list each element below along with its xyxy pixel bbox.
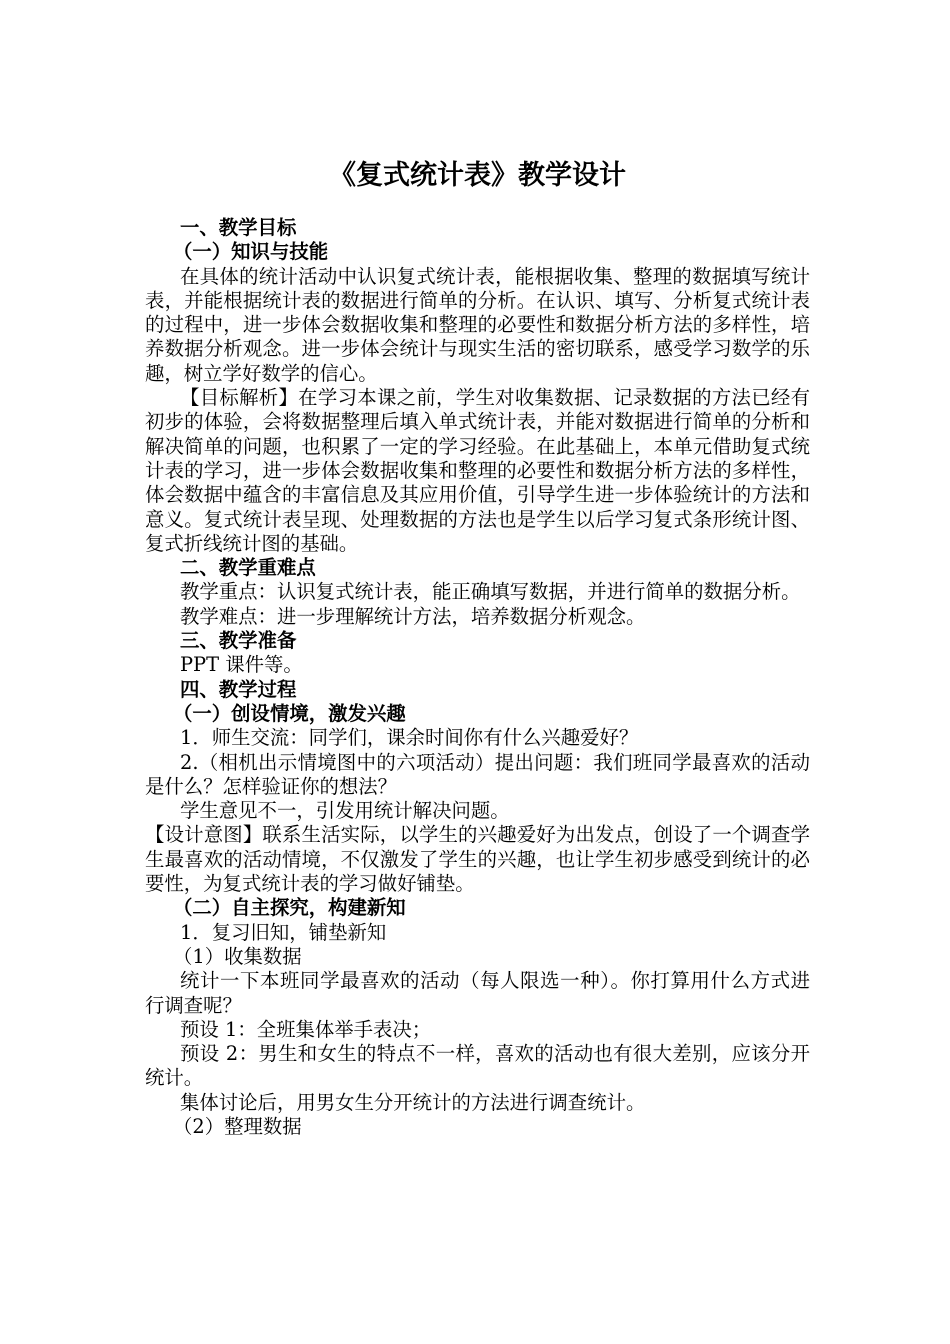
paragraph: PPT 课件等。 <box>180 653 303 677</box>
subsection-heading-explore: （二）自主探究，构建新知 <box>173 896 406 920</box>
section-heading-key-points: 二、教学重难点 <box>180 556 316 580</box>
paragraph: 1．师生交流：同学们，课余时间你有什么兴趣爱好？ <box>180 726 639 750</box>
document-title: 《复式统计表》教学设计 <box>329 160 626 191</box>
paragraph: 预设 2：男生和女生的特点不一样，喜欢的活动也有很大差别，应该分开统计。 <box>145 1042 810 1090</box>
paragraph: （1）收集数据 <box>173 944 302 968</box>
paragraph: 教学难点：进一步理解统计方法，培养数据分析观念。 <box>180 604 646 628</box>
section-heading-preparation: 三、教学准备 <box>180 629 297 653</box>
paragraph: 【目标解析】在学习本课之前，学生对收集数据、记录数据的方法已经有初步的体验，会将数据整理后填入单式统计表，并能对数据进行简单的分析和解决简单的问题，也积累了一定的学习经验。在此基础上，本单元借助复式统计表的学习，进一步体会数据收集和整理的必要性和数据分析方法的多样性，体会数据中蕴含的丰富信息及其应用价值，引导学生进一步体验统计的方法和意义。复式统计表呈现、处理数据的方法也是学生以后学习复式条形统计图、复式折线统计图的基础。 <box>145 386 810 555</box>
paragraph: 教学重点：认识复式统计表，能正确填写数据，并进行简单的数据分析。 <box>180 580 801 604</box>
paragraph: 统计一下本班同学最喜欢的活动（每人限选一种）。你打算用什么方式进行调查呢？ <box>145 969 810 1017</box>
subsection-heading-knowledge: （一）知识与技能 <box>173 240 329 264</box>
section-heading-objectives: 一、教学目标 <box>180 216 297 239</box>
subsection-heading-scenario: （一）创设情境，激发兴趣 <box>173 701 406 725</box>
paragraph: 2.（相机出示情境图中的六项活动）提出问题：我们班同学最喜欢的活动是什么？怎样验证你的想法？ <box>145 750 810 798</box>
document-page <box>145 150 810 1139</box>
paragraph: 1．复习旧知，铺垫新知 <box>180 920 387 944</box>
paragraph: 在具体的统计活动中认识复式统计表，能根据收集、整理的数据填写统计表，并能根据统计表的数据进行简单的分析。在认识、填写、分析复式统计表的过程中，进一步体会数据收集和整理的必要性和数据分析方法的多样性，培养数据分析观念。进一步体会统计与现实生活的密切联系，感受学习数学的乐趣，树立学好数学的信心。 <box>145 264 810 385</box>
paragraph: （2）整理数据 <box>173 1114 302 1138</box>
paragraph: 学生意见不一，引发用统计解决问题。 <box>180 799 510 823</box>
paragraph: 预设 1：全班集体举手表决； <box>180 1017 432 1041</box>
section-heading-process: 四、教学过程 <box>180 677 297 701</box>
paragraph: 【设计意图】联系生活实际，以学生的兴趣爱好为出发点，创设了一个调查学生最喜欢的活动情境，不仅激发了学生的兴趣，也让学生初步感受到统计的必要性，为复式统计表的学习做好铺垫。 <box>145 823 810 896</box>
paragraph: 集体讨论后，用男女生分开统计的方法进行调查统计。 <box>180 1090 646 1114</box>
